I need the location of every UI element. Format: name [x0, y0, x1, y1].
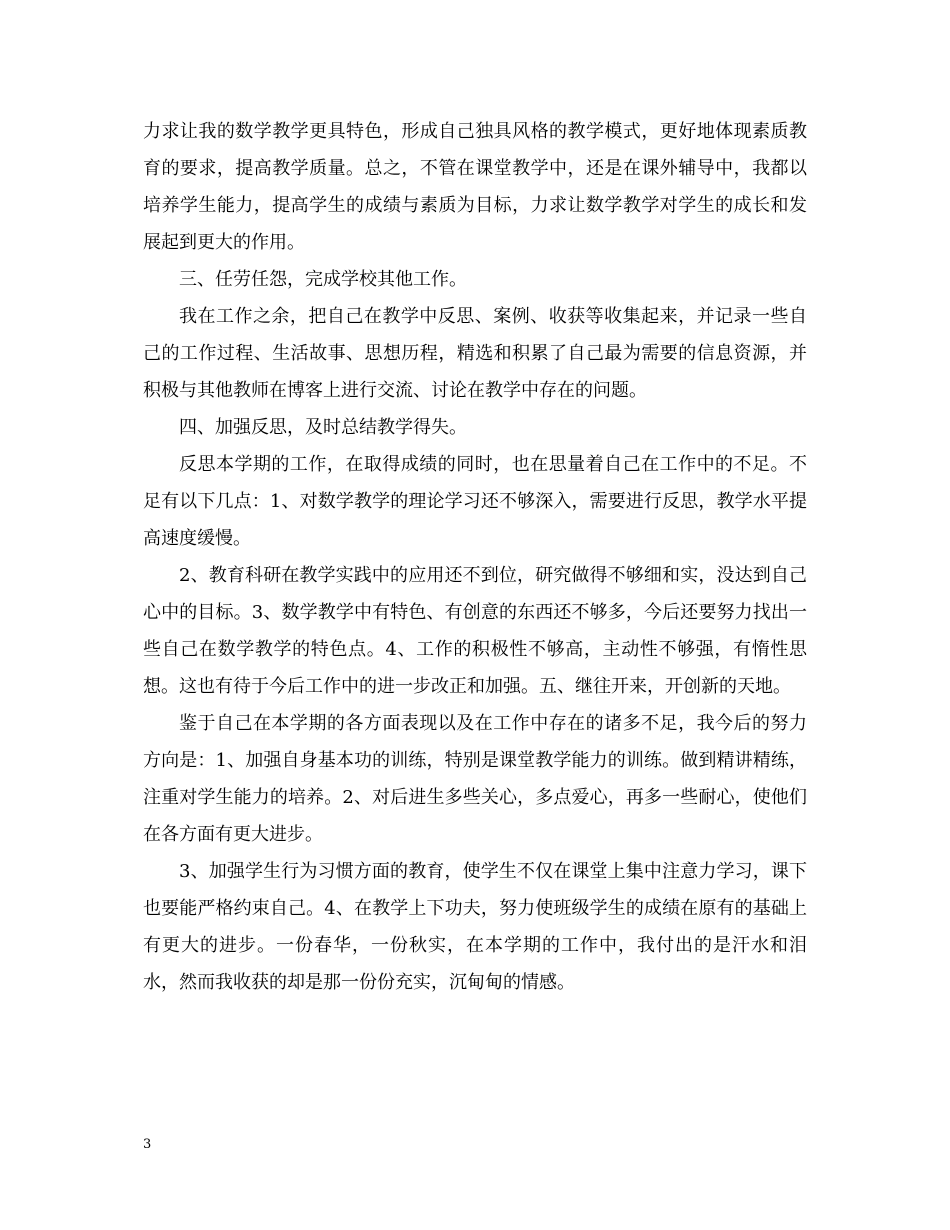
- paragraph-2-heading: 三、任劳任怨，完成学校其他工作。: [179, 269, 467, 290]
- paragraph-6: 2、教育科研在教学实践中的应用还不到位，研究做得不够细和实，没达到自己心中的目标。3、数学教学中有特色、有创意的东西还不够多，今后还要努力找出一些自己在数学教学的特色点。4、工作的积极性不够高，主动性不够强，有惰性思想。这也有待于今后工作中的进一步改正和加强。五、继往开来，开创新的天地。: [143, 565, 807, 697]
- page-number: 3: [143, 1137, 152, 1152]
- paragraph-5: 反思本学期的工作，在取得成绩的同时，也在思量着自己在工作中的不足。不足有以下几点：1、对数学教学的理论学习还不够深入，需要进行反思，教学水平提高速度缓慢。: [143, 454, 807, 549]
- paragraph-4-heading: 四、加强反思，及时总结教学得失。: [179, 417, 467, 438]
- paragraph-3: 我在工作之余，把自己在教学中反思、案例、收获等收集起来，并记录一些自己的工作过程、生活故事、思想历程，精选和积累了自己最为需要的信息资源，并积极与其他教师在博客上进行交流、讨论在教学中存在的问题。: [143, 306, 807, 401]
- document-body: [143, 113, 807, 1001]
- paragraph-1: 力求让我的数学教学更具特色，形成自己独具风格的教学模式，更好地体现素质教育的要求，提高教学质量。总之，不管在课堂教学中，还是在课外辅导中，我都以培养学生能力，提高学生的成绩与素质为目标，力求让数学教学对学生的成长和发展起到更大的作用。: [143, 121, 807, 253]
- paragraph-7: 鉴于自己在本学期的各方面表现以及在工作中存在的诸多不足，我今后的努力方向是：1、加强自身基本功的训练，特别是课堂教学能力的训练。做到精讲精练，注重对学生能力的培养。2、对后进生多些关心，多点爱心，再多一些耐心，使他们在各方面有更大进步。: [143, 713, 807, 845]
- paragraph-8: 3、加强学生行为习惯方面的教育，使学生不仅在课堂上集中注意力学习，课下也要能严格约束自己。4、在教学上下功夫，努力使班级学生的成绩在原有的基础上有更大的进步。一份春华，一份秋实，在本学期的工作中，我付出的是汗水和泪水，然而我收获的却是那一份份充实，沉甸甸的情感。: [143, 861, 807, 993]
